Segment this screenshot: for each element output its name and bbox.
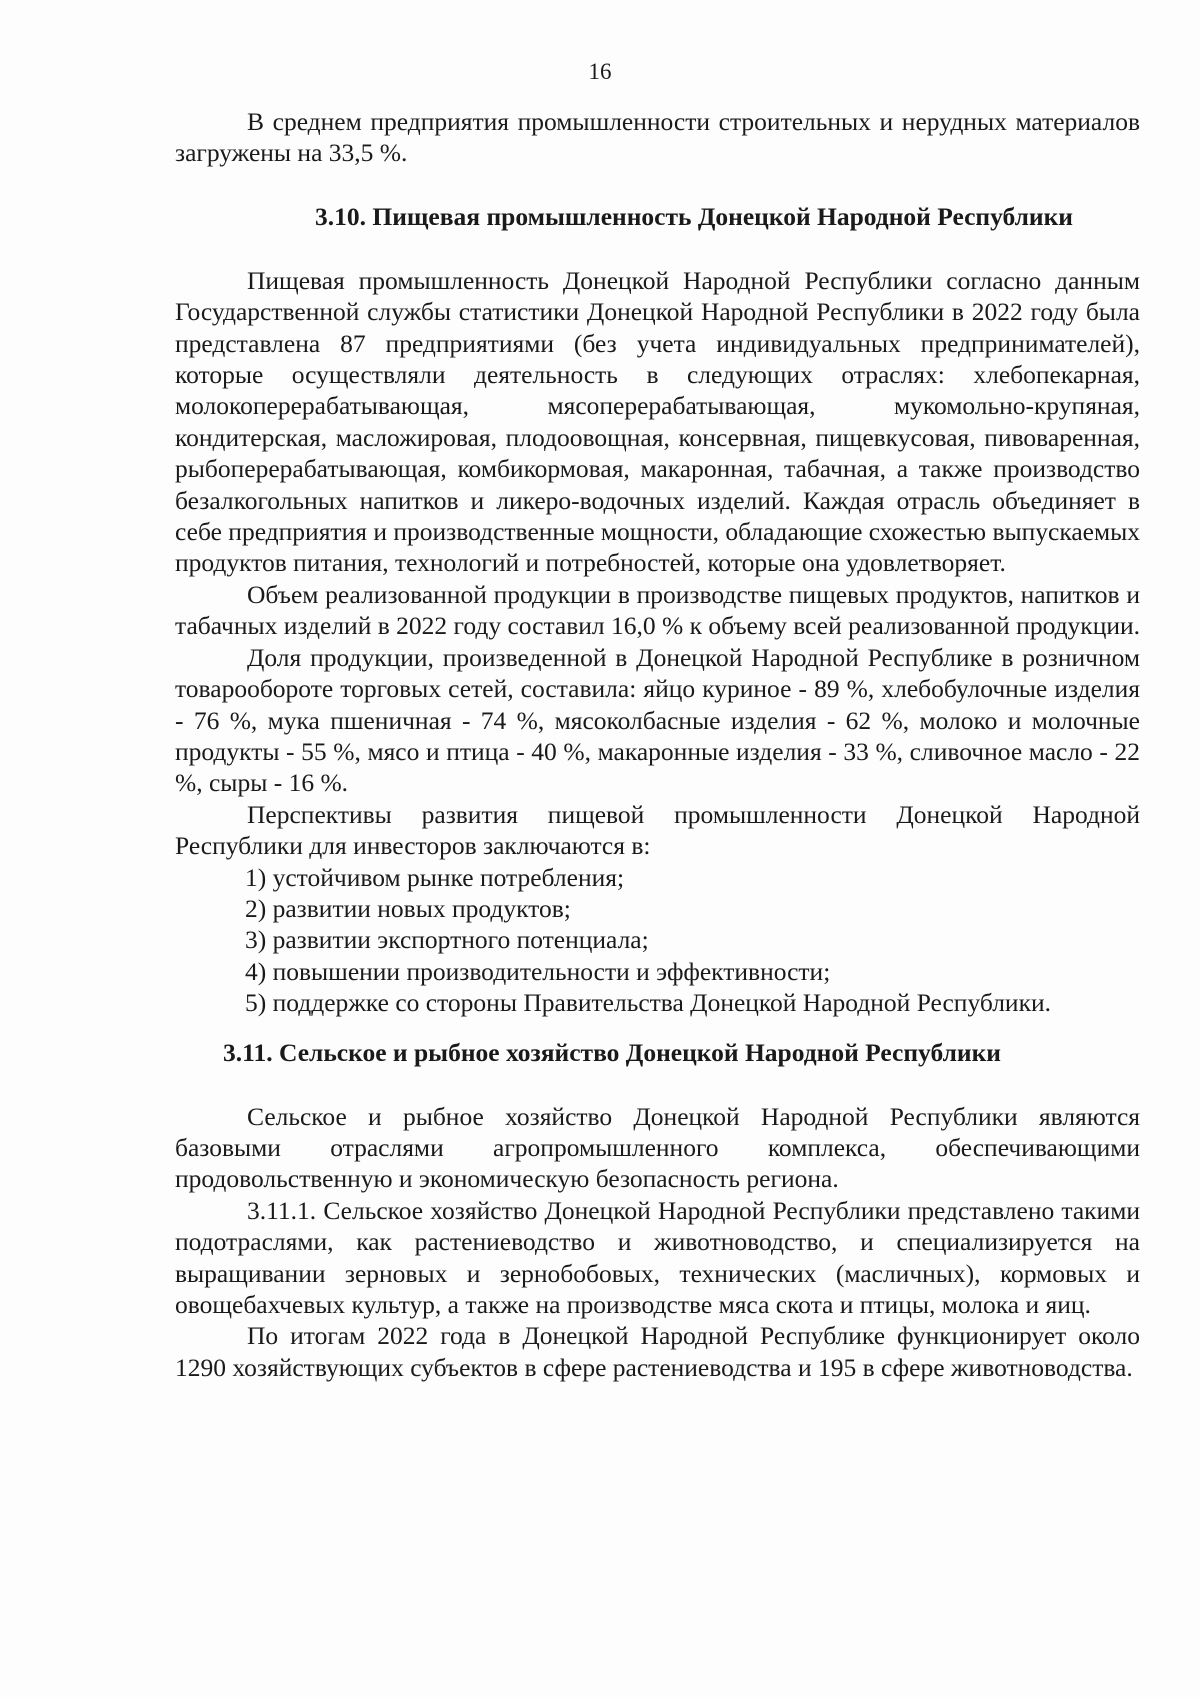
section-3-10-paragraph-3: Доля продукции, произведенной в Донецкой Народной Республике в розничном товарообороте торговых сетей, составила: яйцо куриное - 89 %, хлебобулочные изделия - 76 %, мука пшеничная - 74 %, мясоколбасные изделия - 62 %, молоко и молочные продукты - 55 %, мясо и птица - 40 %, макаронные изделия - 33 %, сливочное масло - 22 %, сыры - 16 %. xyxy=(175,642,1140,798)
list-item: 5) поддержке со стороны Правительства Донецкой Народной Республики. xyxy=(245,988,1051,1018)
section-3-10-paragraph-4: Перспективы развития пищевой промышленности Донецкой Народной Республики для инвесторов заключаются в: xyxy=(175,799,1140,861)
section-3-11-paragraph-3: По итогам 2022 года в Донецкой Народной Республике функционирует около 1290 хозяйствующих субъектов в сфере растениеводства и 195 в сфере животноводства. xyxy=(175,1321,1140,1382)
section-3-10-paragraph-1: Пищевая промышленность Донецкой Народной Республики согласно данным Государственной службы статистики Донецкой Народной Республики в 2022 году была представлена 87 предприятиями (без учета индивидуальных предпринимателей), которые осуществляли деятельность в следующих отраслях: хлебопекарная, молокоперерабатывающая, мясоперерабатывающая, мукомольно-крупяная, кондитерская, масложировая, плодоовощная, консервная, пищевкусовая, пивоваренная, рыбоперерабатывающая, комбикормовая, макаронная, табачная, а также производство безалкогольных напитков и ликеро-водочных изделий. Каждая отрасль объединяет в себе предприятия и производственные мощности, обладающие схожестью выпускаемых продуктов питания, технологий и потребностей, которые она удовлетворяет. xyxy=(175,265,1140,578)
list-item: 4) повышении производительности и эффективности; xyxy=(245,956,831,986)
intro-paragraph: В среднем предприятия промышленности строительных и нерудных материалов загружены на 33,5 %. xyxy=(175,107,1140,168)
document-body xyxy=(175,106,1140,1383)
section-3-10-heading: 3.10. Пищевая промышленность Донецкой Народной Республики xyxy=(315,201,1074,231)
list-item: 1) устойчивом рынке потребления; xyxy=(245,862,625,892)
perspectives-list xyxy=(175,862,1140,1019)
list-item: 2) развитии новых продуктов; xyxy=(245,893,571,923)
section-3-11-paragraph-2: 3.11.1. Сельское хозяйство Донецкой Народной Республики представлено такими подотраслями, как растениеводство и животноводство, и специализируется на выращивании зерновых и зернобобовых, технических (масличных), кормовых и овощебахчевых культур, а также на производстве мяса скота и птицы, молока и яиц. xyxy=(175,1195,1140,1319)
section-3-11-paragraph-1: Сельское и рыбное хозяйство Донецкой Народной Республики являются базовыми отраслями агропромышленного комплекса, обеспечивающими продовольственную и экономическую безопасность региона. xyxy=(175,1101,1140,1194)
list-item: 3) развитии экспортного потенциала; xyxy=(245,925,649,955)
section-3-10-paragraph-2: Объем реализованной продукции в производстве пищевых продуктов, напитков и табачных изделий в 2022 году составил 16,0 % к объему всей реализованной продукции. xyxy=(175,579,1141,641)
section-3-11-heading: 3.11. Сельское и рыбное хозяйство Донецкой Народной Республики xyxy=(223,1037,1001,1067)
page-number: 16 xyxy=(588,59,612,84)
